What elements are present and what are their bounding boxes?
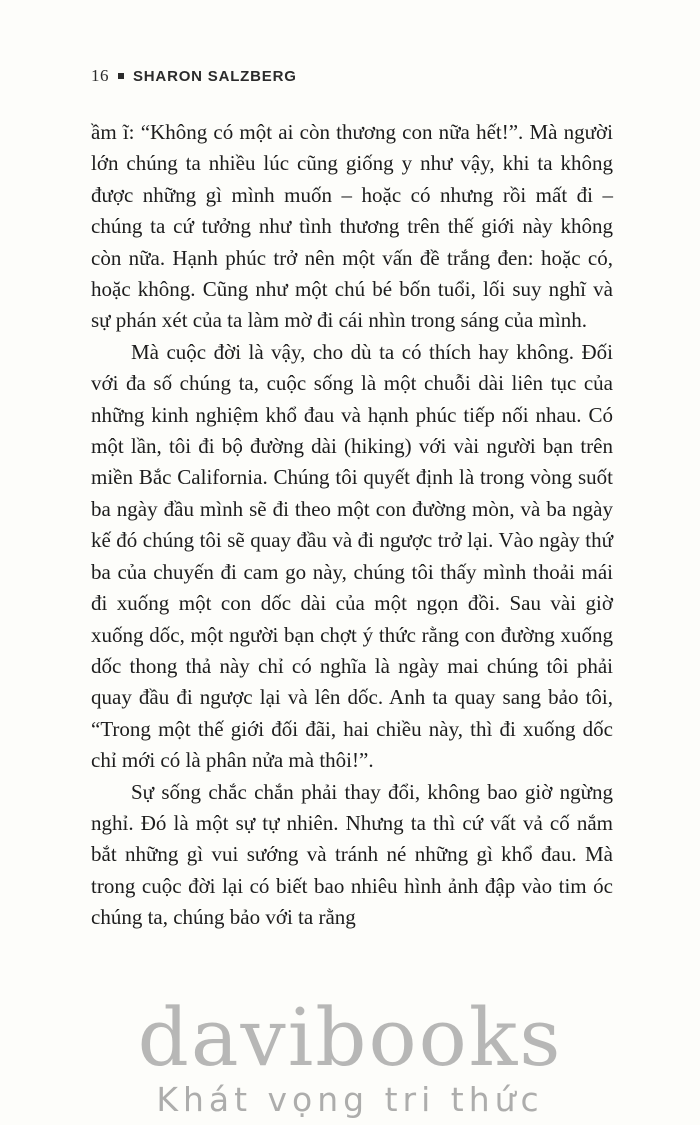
author-name: SHARON SALZBERG [133, 67, 297, 85]
page-number: 16 [91, 66, 109, 85]
paragraph: Sự sống chắc chắn phải thay đổi, không bao giờ ngừng nghỉ. Đó là một sự tự nhiên. Nhưng ta thì cứ vất vả cố nắm bắt những gì vui sướng và tránh né những gì khổ đau. Mà trong cuộc đời lại có biết bao nhiêu hình ảnh đập vào tim óc chúng ta, chúng bảo với ta rằng [91, 779, 613, 930]
watermark [0, 991, 700, 1119]
paragraph: ầm ĩ: “Không có một ai còn thương con nữa hết!”. Mà người lớn chúng ta nhiều lúc cũng giống y như vậy, khi ta không được những gì mình muốn – hoặc có nhưng rồi mất đi – chúng ta cứ tưởng như tình thương trên thế giới này không còn nữa. Hạnh phúc trở nên một vấn đề trắng đen: hoặc có, hoặc không. Cũng như một chú bé bốn tuổi, lối suy nghĩ và sự phán xét của ta làm mờ đi cái nhìn trong sáng của mình. [91, 120, 613, 333]
watermark-title: davibooks [137, 991, 563, 1084]
body-text [91, 117, 613, 934]
watermark-subtitle: Khát vọng tri thức [156, 1080, 544, 1119]
square-bullet-icon [118, 73, 124, 79]
paragraph: Mà cuộc đời là vậy, cho dù ta có thích hay không. Đối với đa số chúng ta, cuộc sống là một chuỗi dài liên tục của những kinh nghiệm khổ đau và hạnh phúc tiếp nối nhau. Có một lần, tôi đi bộ đường dài (hiking) với vài người bạn trên miền Bắc California. Chúng tôi quyết định là trong vòng suốt ba ngày đầu mình sẽ đi theo một con đường mòn, và ba ngày kế đó chúng tôi sẽ quay đầu và đi ngược trở lại. Vào ngày thứ ba của chuyến đi cam go này, chúng tôi thấy mình thoải mái đi xuống một con dốc dài của một ngọn đồi. Sau vài giờ xuống dốc, một người bạn chợt ý thức rằng con đường xuống dốc thong thả này chỉ có nghĩa là ngày mai chúng tôi phải quay đầu đi ngược lại và lên dốc. Anh ta quay sang bảo tôi, “Trong một thế giới đối đãi, hai chiều này, thì đi xuống dốc chỉ mới có là phân nửa mà thôi!”. [91, 339, 613, 773]
running-header [91, 66, 297, 86]
